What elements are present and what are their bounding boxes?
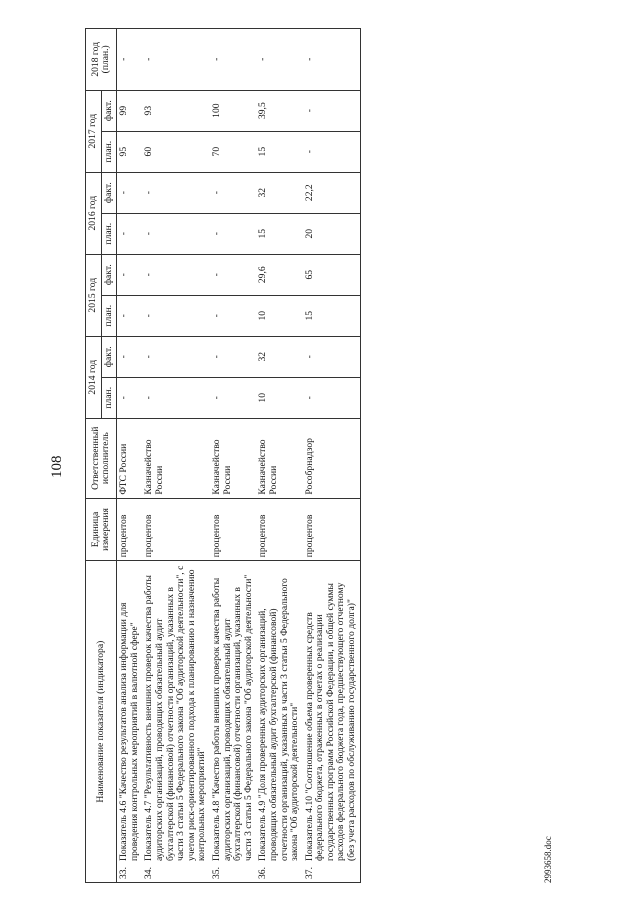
document-id: 2993658.doc xyxy=(543,836,553,883)
header-fact: факт. xyxy=(101,172,117,213)
header-fact: факт. xyxy=(101,254,117,295)
value-cell: - xyxy=(142,213,210,254)
value-cell: 22,2 xyxy=(303,172,360,213)
value-cell: - xyxy=(210,336,256,377)
value-cell: - xyxy=(117,336,143,377)
indicator-cell xyxy=(142,561,210,883)
value-cell: - xyxy=(210,29,256,91)
header-fact: факт. xyxy=(101,336,117,377)
value-cell: 32 xyxy=(256,172,302,213)
row-number: 34. xyxy=(143,867,155,879)
value-cell: 10 xyxy=(256,377,302,418)
unit-cell: процентов xyxy=(142,498,210,561)
value-cell: - xyxy=(303,131,360,172)
value-cell: - xyxy=(142,172,210,213)
value-cell: - xyxy=(117,213,143,254)
value-cell: - xyxy=(210,213,256,254)
value-cell: 15 xyxy=(303,295,360,336)
indicator-cell xyxy=(256,561,302,883)
header-plan: план. xyxy=(101,377,117,418)
header-year-2018: 2018 год (план.) xyxy=(86,29,117,91)
executor-cell: Казначейство России xyxy=(142,418,210,498)
header-unit: Единица измерения xyxy=(86,498,117,561)
value-cell: 32 xyxy=(256,336,302,377)
executor-cell: Казначейство России xyxy=(210,418,256,498)
value-cell: 65 xyxy=(303,254,360,295)
row-number: 37. xyxy=(303,867,315,879)
header-year-2015: 2015 год xyxy=(86,254,102,336)
page-number: 108 xyxy=(49,455,65,478)
header-year-2014: 2014 год xyxy=(86,336,102,418)
indicators-table xyxy=(85,28,361,883)
header-plan: план. xyxy=(101,295,117,336)
unit-cell: процентов xyxy=(117,498,143,561)
table-row xyxy=(256,29,302,883)
value-cell: - xyxy=(210,172,256,213)
value-cell: 99 xyxy=(117,90,143,131)
value-cell: - xyxy=(303,336,360,377)
executor-cell: ФТС России xyxy=(117,418,143,498)
header-fact: факт. xyxy=(101,90,117,131)
table-row xyxy=(210,29,256,883)
row-number: 35. xyxy=(210,867,222,879)
value-cell: - xyxy=(142,336,210,377)
row-number: 36. xyxy=(257,867,269,879)
indicator-name: Показатель 4.9 "Доля проверенных аудиторских организаций, проводящих обязательный аудит бухгалтерской (финансовой) отчетности организаций, указанных в части 3 статьи 5 Федерального закона "Об аудиторской деятельности" xyxy=(257,578,301,861)
unit-cell: процентов xyxy=(210,498,256,561)
header-plan: план. xyxy=(101,131,117,172)
unit-cell: процентов xyxy=(303,498,360,561)
value-cell: 70 xyxy=(210,131,256,172)
header-year-2016: 2016 год xyxy=(86,172,102,254)
value-cell: - xyxy=(256,29,302,91)
value-cell: - xyxy=(210,254,256,295)
executor-cell: Рособрнадзор xyxy=(303,418,360,498)
value-cell: - xyxy=(303,90,360,131)
value-cell: - xyxy=(117,254,143,295)
value-cell: - xyxy=(210,295,256,336)
value-cell: 15 xyxy=(256,213,302,254)
indicator-cell xyxy=(117,561,143,883)
header-year-2017: 2017 год xyxy=(86,90,102,172)
value-cell: 20 xyxy=(303,213,360,254)
value-cell: 10 xyxy=(256,295,302,336)
value-cell: - xyxy=(142,254,210,295)
executor-cell: Казначейство России xyxy=(256,418,302,498)
value-cell: - xyxy=(117,172,143,213)
value-cell: 39,5 xyxy=(256,90,302,131)
value-cell: - xyxy=(142,377,210,418)
table-row xyxy=(117,29,143,883)
table-row xyxy=(303,29,360,883)
indicator-cell xyxy=(303,561,360,883)
value-cell: - xyxy=(142,29,210,91)
value-cell: - xyxy=(117,29,143,91)
value-cell: 93 xyxy=(142,90,210,131)
value-cell: - xyxy=(210,377,256,418)
value-cell: 29,6 xyxy=(256,254,302,295)
indicator-name: Показатель 4.10 "Соотношение объема проверенных средств федерального бюджета, отраженных в отчетах о реализации государственных программ Российской Федерации, и общей суммы расходов федерального бюджета года, предшествующего отчетному (без учета расходов по обслуживанию государственного долга)" xyxy=(303,582,358,861)
indicator-name: Показатель 4.7 "Результативность внешних проверок качества работы аудиторских организаций, проводящих обязательный аудит бухгалтерской (финансовой) отчетности организаций, указанных в части 3 статьи 5 Федерального закона "Об аудиторской деятельности", с учетом риск-ориентированного подхода к планированию и назначению контрольных мероприятий" xyxy=(143,565,208,861)
table-row xyxy=(142,29,210,883)
value-cell: - xyxy=(117,377,143,418)
value-cell: 60 xyxy=(142,131,210,172)
indicator-cell xyxy=(210,561,256,883)
indicator-name: Показатель 4.8 "Качество работы внешних проверок качества работы аудиторских организаций, проводящих обязательный аудит бухгалтерской (финансовой) отчетности организаций, указанных в части 3 статьи 5 Федерального закона "Об аудиторской деятельности" xyxy=(210,574,254,861)
header-name: Наименование показателя (индикатора) xyxy=(86,561,117,883)
value-cell: 15 xyxy=(256,131,302,172)
value-cell: 100 xyxy=(210,90,256,131)
value-cell: - xyxy=(117,295,143,336)
value-cell: - xyxy=(303,377,360,418)
value-cell: - xyxy=(303,29,360,91)
unit-cell: процентов xyxy=(256,498,302,561)
value-cell: - xyxy=(142,295,210,336)
value-cell: 95 xyxy=(117,131,143,172)
rotated-content xyxy=(45,28,605,883)
indicator-name: Показатель 4.6 "Качество результатов анализа информации для проведения контрольных мероприятий в валютной сфере" xyxy=(118,602,140,861)
header-executor: Ответственный исполнитель xyxy=(86,418,117,498)
header-plan: план. xyxy=(101,213,117,254)
row-number: 33. xyxy=(118,867,130,879)
